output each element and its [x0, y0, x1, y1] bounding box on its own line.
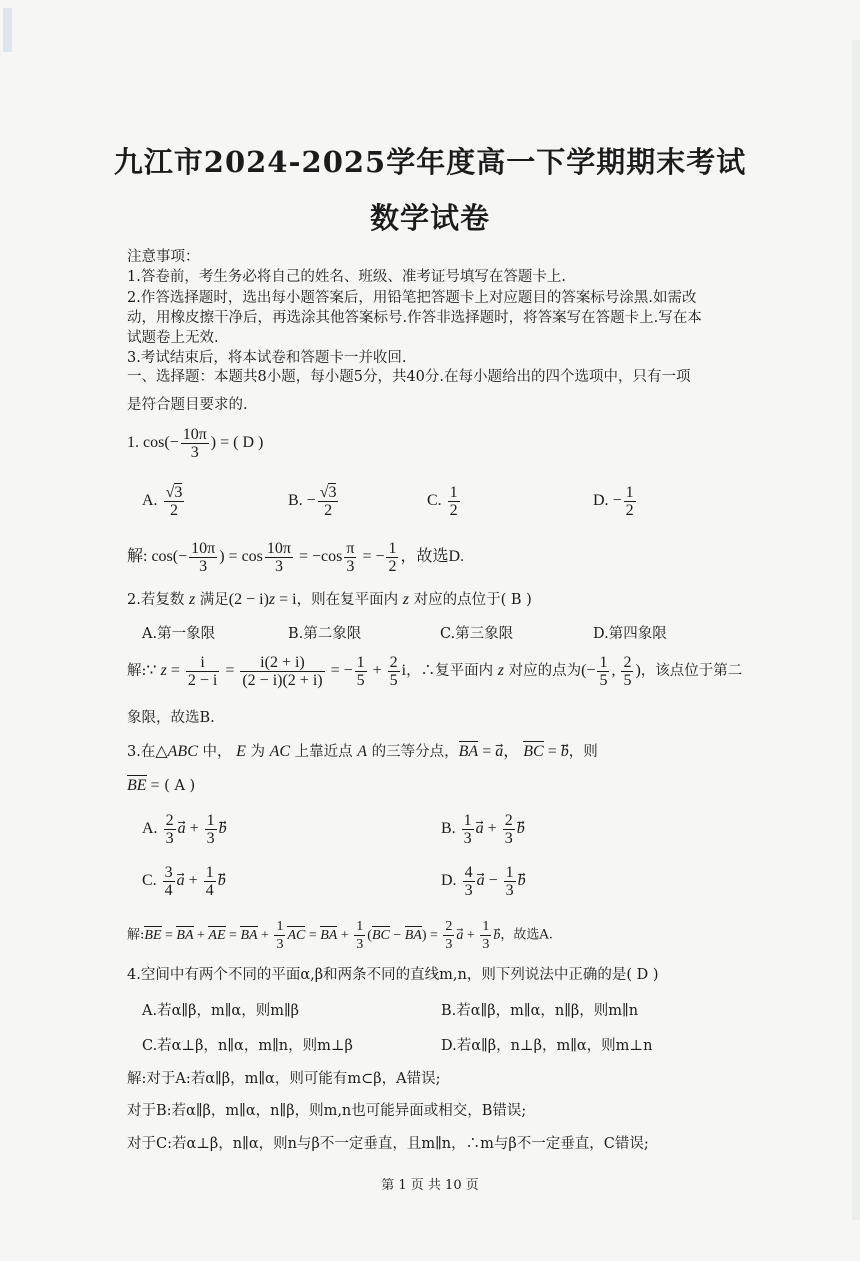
question-4-stem: 4.空间中有两个不同的平面α,β和两条不同的直线m,n，则下列说法中正确的是( D ): [127, 967, 659, 983]
notice-item-2-line-2: 动，用橡皮擦干净后，再选涂其他答案标号.作答非选择题时，将答案写在答题卡上.写在本: [127, 310, 702, 326]
question-1-answer: D: [242, 434, 255, 452]
question-3-answer: A: [174, 778, 185, 794]
question-4-option-d: D.若α∥β，n⊥β，m∥α，则m⊥n: [441, 1038, 653, 1054]
question-3-solution: 解:BE = BA + AE = BA + $\frac{1}{3}$ AC = BA + $\frac{1}{3}$ (BC − BA) = $\frac{2}{3}$ a⃗ + $\frac{1}{3}$ b，故选A.: [127, 919, 553, 952]
question-4-option-a: A.若α∥β，m∥α，则m∥β: [142, 1003, 300, 1019]
question-1-solution: 解: cos(− $\frac{10\pi}{3}$ ) = cos $\frac{10\pi}{3}$ = −cos $\frac{\pi}{3}$ = − $\frac{1}{2}$ ，故选D.: [127, 540, 465, 575]
question-2-stem: 2.若复数 z 满足(2 − i)z = i，则在复平面内 z 对应的点位于( B ): [127, 591, 532, 608]
question-3-option-c: C. $\frac{3}{4}$ a⃗ + $\frac{1}{4}$ b: [142, 864, 226, 899]
exam-title: 九江市2024-2025学年度高一下学期期末考试: [113, 145, 747, 179]
question-2-option-c: C.第三象限: [440, 626, 514, 642]
notice-item-2-line-1: 2.作答选择题时，选出每小题答案后，用铅笔把答题卡上对应题目的答案标号涂黑.如需改: [127, 290, 697, 306]
question-4-answer: D: [636, 967, 649, 983]
question-1-option-c: C. $\frac{1}{2}$: [427, 484, 458, 519]
question-4-solution-b: 对于B:若α∥β，m∥α，n∥β，则m,n也可能异面或相交，B错误;: [127, 1103, 527, 1119]
question-1-option-b: B. − $\frac{√3}{2}$: [288, 484, 337, 519]
question-4-solution-a: 解:对于A:若α∥β，m∥α，则可能有m⊂β，A错误;: [127, 1071, 441, 1087]
question-4-option-b: B.若α∥β，m∥α，n∥β，则m∥n: [441, 1003, 639, 1019]
section-1-line-1: 一、选择题：本题共8小题，每小题5分，共40分.在每小题给出的四个选项中，只有一项: [127, 369, 691, 385]
notice-item-2-line-3: 试题卷上无效.: [127, 330, 219, 346]
page-footer: 第 1 页 共 10 页: [381, 1178, 479, 1193]
question-3-option-a: A. $\frac{2}{3}$ a⃗ + $\frac{1}{3}$ b: [142, 812, 227, 847]
question-3-stem: 3.在△ABC 中， E 为 AC 上靠近点 A 的三等分点，BA = a⃗， BC = b，则: [127, 743, 598, 760]
question-2-option-a: A.第一象限: [142, 626, 216, 642]
question-1-option-a: A. $\frac{√3}{2}$: [142, 484, 183, 519]
question-1-stem: 1. cos(− $\frac{10\pi}{3}$ ) = ( D ): [127, 426, 264, 461]
section-1-line-2: 是符合题目要求的.: [127, 397, 248, 413]
question-2-option-b: B.第二象限: [288, 626, 362, 642]
notice-item-1: 1.答卷前，考生务必将自己的姓名、班级、准考证号填写在答题卡上.: [127, 269, 566, 285]
question-3-option-d: D. $\frac{4}{3}$ a⃗ − $\frac{1}{3}$ b: [441, 864, 526, 899]
question-2-solution-line-2: 象限，故选B.: [127, 710, 215, 726]
question-3-stem-line-2: BE = ( A ): [127, 777, 196, 794]
question-4-option-c: C.若α⊥β，n∥α，m∥n，则m⊥β: [142, 1038, 353, 1054]
question-4-solution-c: 对于C:若α⊥β，n∥α，则n与β不一定垂直，且m∥n，∴m与β不一定垂直，C错误;: [127, 1136, 649, 1152]
question-2-solution: 解:∵ z = $\frac{i}{2 - i}$ = $\frac{i(2 + i)}{(2 - i)(2 + i)}$ = − $\frac{1}{5}$ + $\frac{2}{5}$ i，∴复平面内 z 对应的点为(− $\frac{1}{5}$ , $\frac{2}{5}$ )，该点位于第二: [127, 654, 743, 689]
question-3-option-b: B. $\frac{1}{3}$ a⃗ + $\frac{2}{3}$ b: [441, 812, 525, 847]
question-1-option-d: D. − $\frac{1}{2}$: [593, 484, 634, 519]
notice-item-3: 3.考试结束后，将本试卷和答题卡一并收回.: [127, 350, 407, 366]
question-2-option-d: D.第四象限: [593, 626, 667, 642]
scan-edge-tab: [3, 8, 12, 52]
exam-subtitle: 数学试卷: [369, 201, 490, 235]
question-2-answer: B: [510, 592, 522, 608]
notice-heading: 注意事项：: [127, 249, 200, 265]
